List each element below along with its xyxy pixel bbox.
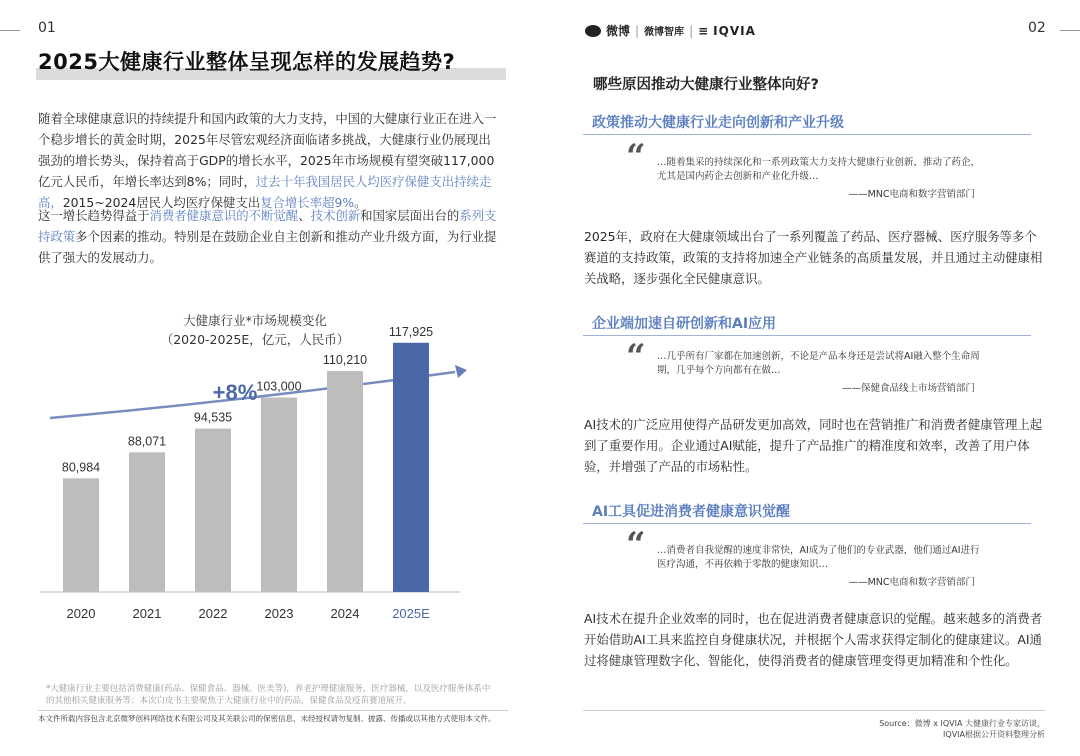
source-line-1: Source：微博 x IQVIA 大健康行业专家访谈， <box>879 719 1045 728</box>
intro-highlight-spending: 过去十年我国居民人均医疗保健支出持续走高， <box>38 174 492 210</box>
section-heading-policy: 政策推动大健康行业走向创新和产业升级 <box>592 115 844 131</box>
tick-label-2021: 2021 <box>132 606 162 621</box>
section-underline <box>583 335 1031 336</box>
page-title: 2025大健康行业整体呈现怎样的发展趋势? <box>38 50 456 74</box>
quote-source: ——MNC电商和数字营销部门 <box>848 189 975 200</box>
chart-subtitle: （2020-2025E，亿元，人民币） <box>160 332 350 347</box>
data-label-2020: 80,984 <box>61 460 101 475</box>
weibo-logo-icon <box>585 25 601 37</box>
tick-label-2022: 2022 <box>198 606 228 621</box>
quote-mark-icon: “ <box>626 137 646 177</box>
expert-quote: …几乎所有厂家都在加速创新，不论是产品本身还是尝试将AI融入整个生命周期，几乎每个方向都有在做… <box>657 351 980 376</box>
bar-2021 <box>129 452 165 592</box>
data-label-2023: 103,000 <box>256 379 302 394</box>
footer-rule <box>38 710 508 711</box>
data-label-2021: 88,071 <box>127 434 167 449</box>
bar-2020 <box>63 478 99 592</box>
iqvia-logo-text: IQVIA <box>713 23 756 38</box>
growth-rate-label: +8% <box>212 380 258 405</box>
page-number: 01 <box>38 20 56 36</box>
brand-logos <box>585 22 756 39</box>
intro-highlight-cagr: 复合增长率超9% <box>260 195 355 210</box>
logo-divider: | <box>635 23 640 38</box>
data-label-2025E: 117,925 <box>388 324 434 339</box>
drivers-highlight-awareness: 消费者健康意识的不断觉醒 <box>149 208 299 223</box>
drivers-paragraph <box>38 205 500 268</box>
expert-quote: …消费者自我觉醒的速度非常快，AI成为了他们的专业武器，他们通过AI进行医疗沟通，不再依赖于零散的健康知识… <box>657 545 980 570</box>
tick-label-2020: 2020 <box>66 606 96 621</box>
intro-paragraph <box>38 108 500 213</box>
expert-quote: …随着集采的持续深化和一系列政策大力支持大健康行业创新，推动了药企，尤其是国内药企去创新和产业化升级… <box>657 157 981 182</box>
data-label-2022: 94,535 <box>193 410 233 425</box>
section-underline <box>583 523 1031 524</box>
tick-label-2023: 2023 <box>264 606 294 621</box>
bar-2025E <box>393 343 429 592</box>
bar-2024 <box>327 371 363 592</box>
page-number-right: 02 <box>1028 20 1046 36</box>
logo-divider-2: | <box>689 23 694 38</box>
chart-title-main: 大健康行业*市场规模变化 <box>183 313 327 328</box>
section-body-consumer-ai: AI技术在提升企业效率的同时，也在促进消费者健康意识的觉醒。越来越多的消费者开始借助AI工具来监控自身健康状况，并根据个人需求获得定制化的健康建议。AI通过将健康管理数字化、智能化，使得消费者的健康管理变得更加精准和个性化。 <box>584 611 1043 668</box>
source-note <box>850 718 1045 740</box>
tick-label-2025E: 2025E <box>392 606 430 621</box>
growth-arrow-head <box>455 365 467 378</box>
quote-source: ——MNC电商和数字营销部门 <box>848 577 975 588</box>
section-heading-enterprise: 企业端加速自研创新和AI应用 <box>592 316 777 332</box>
quote-mark-icon: “ <box>626 337 646 377</box>
intro-text-3: 。 <box>354 195 367 210</box>
footer-rule-right <box>583 710 1045 711</box>
footnote: *大健康行业主要包括消费健康(药品、保健食品、器械、医美等)，养老护理健康服务，医疗器械，以及医疗服务体系中的其他相关健康服务等；本次白皮书主要聚焦于大健康行业中的药品，保健食品及疫苗赛道展开。 <box>46 684 491 706</box>
confidentiality-disclaimer: 本文件所载内容包含北京微梦创科网络技术有限公司及其关联公司的保密信息，未经授权请勿复制、披露、传播或以其他方式使用本文件。 <box>38 714 496 723</box>
section-underline <box>583 134 1031 135</box>
drivers-highlight-tech: 技术创新 <box>310 208 361 223</box>
chart-title <box>150 311 360 349</box>
bar-2022 <box>195 429 231 592</box>
weibo-think-tank-logo: 微博智库 <box>644 27 685 38</box>
iqvia-logo-icon: ≡ <box>698 23 709 38</box>
intro-text: 随着全球健康意识的持续提升和国内政策的大力支持，中国的大健康行业正在进入一个稳步增长的黄金时期，2025年尽管宏观经济面临诸多挑战，大健康行业仍展现出强劲的增长势头，保持着高于GDP的增长水平，2025年市场规模有望突破117,000亿元人民币，年增长率达到8%；同时， <box>38 111 497 189</box>
bar-2023 <box>261 398 297 592</box>
header-rule <box>0 30 20 31</box>
quote-source: ——保健食品线上市场营销部门 <box>841 383 975 394</box>
tick-label-2024: 2024 <box>330 606 360 621</box>
section-body-enterprise: AI技术的广泛应用使得产品研发更加高效，同时也在营销推广和消费者健康管理上起到了重要作用。企业通过AI赋能，提升了产品推广的精准度和效率，改善了用户体验，并增强了产品的市场粘性。 <box>584 417 1043 474</box>
source-line-2: IQVIA根据公开资料整理分析 <box>943 730 1045 739</box>
drivers-text-3: 和国家层面出台的 <box>360 208 460 223</box>
header-rule-right <box>1060 30 1080 31</box>
quote-mark-icon: “ <box>626 525 646 565</box>
data-label-2024: 110,210 <box>322 353 368 368</box>
drivers-highlight-policy: 系列支持政策 <box>38 208 497 244</box>
intro-text-2: 2015~2024居民人均医疗保健支出 <box>62 195 261 210</box>
section-body-policy: 2025年，政府在大健康领域出台了一系列覆盖了药品、医疗器械、医疗服务等多个赛道的支持政策，政策的支持将加速全产业链条的高质量发展，并且通过主动健康相关战略，逐步强化全民健康意识。 <box>584 229 1043 286</box>
drivers-question-title: 哪些原因推动大健康行业整体向好? <box>593 77 819 93</box>
drivers-text-4: 多个因素的推动。特别是在鼓励企业自主创新和推动产业升级方面，为行业提供了强大的发展动力。 <box>38 229 497 265</box>
drivers-text: 这一增长趋势得益于 <box>38 208 150 223</box>
drivers-text-2: 、 <box>298 208 311 223</box>
section-heading-consumer-ai: AI工具促进消费者健康意识觉醒 <box>592 504 791 520</box>
weibo-logo-text: 微博 <box>606 24 631 38</box>
